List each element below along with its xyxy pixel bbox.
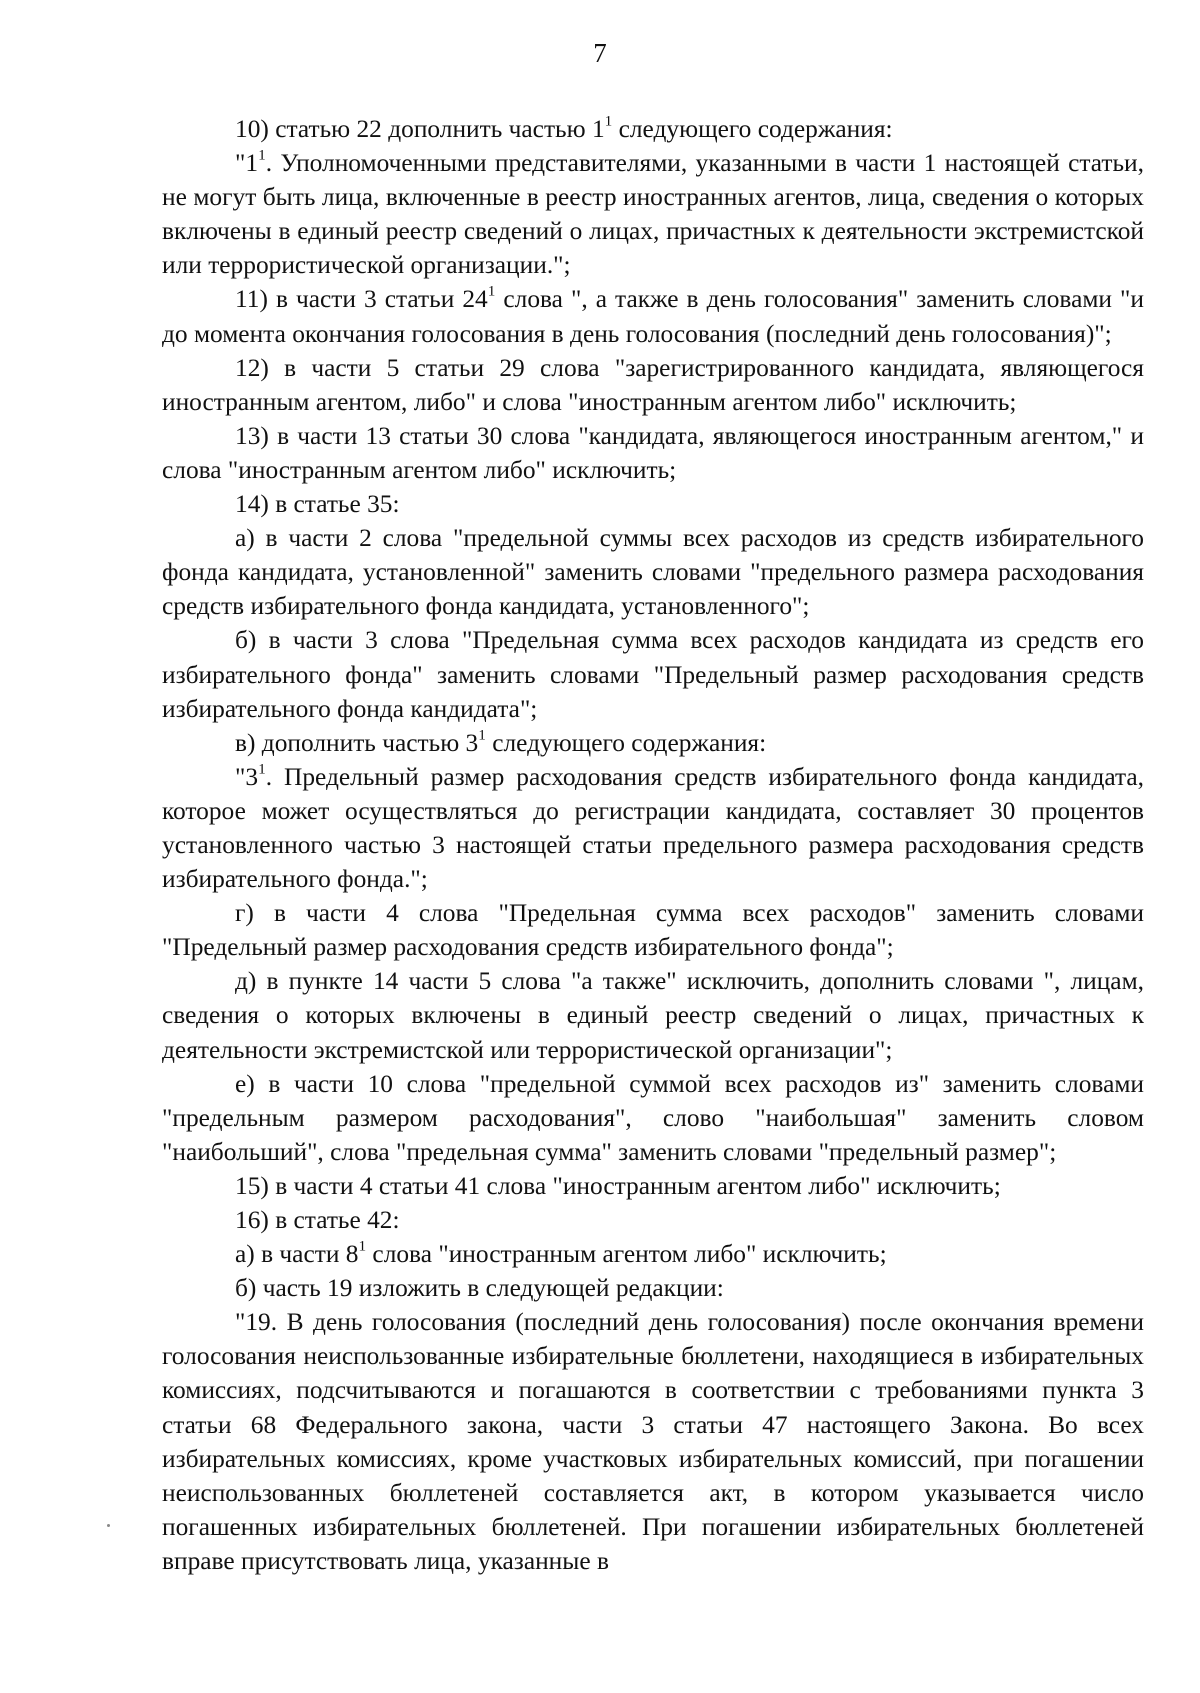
paragraph <box>162 487 1144 521</box>
paragraph <box>162 146 1144 282</box>
text-run: "19. В день голосования (последний день голосования) после окончания времени голосования неиспользованные избирательные бюллетени, находящиеся в избирательных комиссиях, подсчитываются и погашаются в соответствии с требованиями пункта 3 статьи 68 Федерального закона, части 3 статьи 47 настоящего Закона. Во всех избирательных комиссиях, кроме участковых избирательных комиссий, при погашении неиспользованных бюллетеней составляется акт, в котором указывается число погашенных избирательных бюллетеней. При погашении избирательных бюллетеней вправе присутствовать лица, указанные в <box>162 1308 1144 1575</box>
text-run: 13) в части 13 статьи 30 слова "кандидата, являющегося иностранным агентом," и слова "иностранным агентом либо" исключить; <box>162 421 1144 484</box>
paragraph <box>162 726 1144 760</box>
paragraph <box>162 1067 1144 1169</box>
superscript: 1 <box>487 283 496 301</box>
text-run: слова "иностранным агентом либо" исключить; <box>366 1240 887 1269</box>
text-run: следующего содержания: <box>612 115 893 143</box>
paragraph <box>162 1169 1144 1203</box>
paragraph <box>162 282 1144 350</box>
paragraph <box>162 1203 1144 1237</box>
page-number: 7 <box>593 38 607 68</box>
superscript: 1 <box>358 1237 367 1255</box>
text-run: б) в части 3 слова "Предельная сумма всех расходов кандидата из средств его избирательного фонда" заменить словами "Предельный размер расходования средств избирательного фонда кандидата"; <box>162 626 1144 723</box>
paragraph <box>162 760 1144 896</box>
paragraph <box>162 964 1144 1066</box>
paragraph <box>162 623 1144 725</box>
text-run: г) в части 4 слова "Предельная сумма всех расходов" заменить словами "Предельный размер расходования средств избирательного фонда"; <box>162 899 1144 962</box>
paragraph <box>162 419 1144 487</box>
text-run: слова ", а также в день голосования" заменить словами "и до момента окончания голосования в день голосования (последний день голосования)"; <box>162 285 1144 348</box>
text-run: 10) статью 22 дополнить частью 1 <box>235 115 605 143</box>
paragraph <box>162 1237 1144 1271</box>
text-run: е) в части 10 слова "предельной суммой всех расходов из" заменить словами "предельным размером расходования", слово "наибольшая" заменить словом "наибольший", слова "предельная сумма" заменить словами "предельный размер"; <box>162 1069 1144 1166</box>
paragraph <box>162 351 1144 419</box>
text-run: 16) в статье 42: <box>235 1206 400 1234</box>
superscript: 1 <box>258 146 266 164</box>
text-run: "3 <box>235 762 259 791</box>
text-run: следующего содержания: <box>485 728 767 757</box>
superscript: 1 <box>604 112 613 130</box>
paragraph <box>162 1271 1144 1305</box>
text-run: . Уполномоченными представителями, указанными в части 1 настоящей статьи, не могут быть лица, включенные в реестр иностранных агентов, лица, сведения о которых включены в единый реестр сведений о лицах, причастных к деятельности экстремистской или террористической организации."; <box>162 149 1144 280</box>
paragraph <box>162 521 1144 623</box>
paragraph <box>162 1305 1144 1578</box>
text-run: 11) в части 3 статьи 24 <box>235 285 488 314</box>
text-run: д) в пункте 14 части 5 слова "а также" исключить, дополнить словами ", лицам, сведения о которых включены в единый реестр сведений о лицах, причастных к деятельности экстремистской или террористической организации"; <box>162 967 1144 1064</box>
text-run: а) в части 8 <box>235 1240 359 1269</box>
text-run: 12) в части 5 статьи 29 слова "зарегистрированного кандидата, являющегося иностранным агентом, либо" и слова "иностранным агентом либо" исключить; <box>162 353 1144 416</box>
document-body <box>162 112 1144 1578</box>
text-run: 15) в части 4 статьи 41 слова "иностранным агентом либо" исключить; <box>235 1171 1001 1200</box>
paragraph <box>162 112 1144 146</box>
margin-mark <box>107 1524 110 1527</box>
text-run: 14) в статье 35: <box>235 490 400 519</box>
text-run: а) в части 2 слова "предельной суммы всех расходов из средств избирательного фонда кандидата, установленной" заменить словами "предельного размера расходования средств избирательного фонда кандидата, установленного"; <box>162 524 1144 621</box>
superscript: 1 <box>478 726 486 744</box>
text-run: б) часть 19 изложить в следующей редакции: <box>235 1274 724 1303</box>
text-run: в) дополнить частью 3 <box>235 728 479 757</box>
paragraph <box>162 896 1144 964</box>
text-run: "1 <box>235 149 259 178</box>
superscript: 1 <box>258 760 266 778</box>
text-run: . Предельный размер расходования средств избирательного фонда кандидата, которое может осуществляться до регистрации кандидата, составляет 30 процентов установленного частью 3 настоящей статьи предельного размера расходования средств избирательного фонда."; <box>162 762 1144 894</box>
